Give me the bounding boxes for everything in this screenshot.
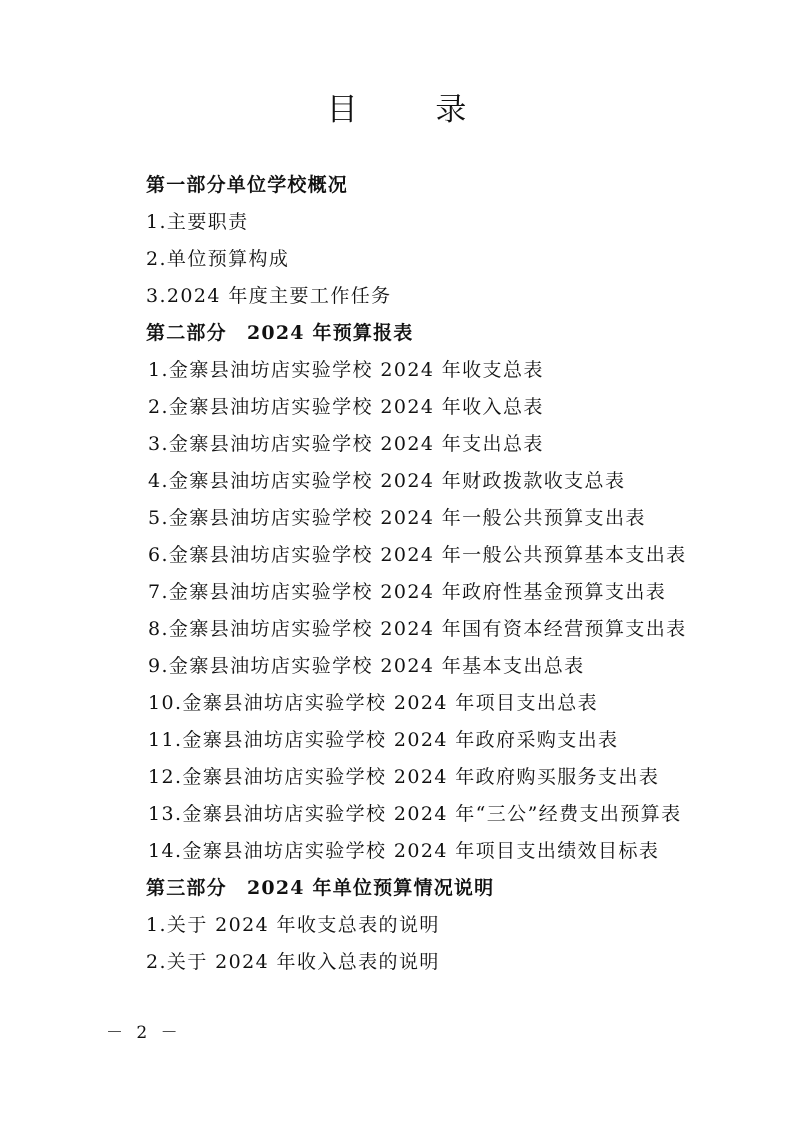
toc-item: 13.金寨县油坊店实验学校 2024 年“三公”经费支出预算表	[148, 803, 682, 825]
toc-item: 8.金寨县油坊店实验学校 2024 年国有资本经营预算支出表	[148, 618, 687, 640]
page-number: － 2 －	[106, 1023, 182, 1043]
toc-item: 2.关于 2024 年收入总表的说明	[146, 951, 440, 973]
toc-section-heading: 第三部分 2024 年单位预算情况说明	[146, 877, 495, 899]
toc-item: 1.主要职责	[146, 211, 249, 233]
toc-item: 4.金寨县油坊店实验学校 2024 年财政拨款收支总表	[148, 470, 626, 492]
toc-item: 7.金寨县油坊店实验学校 2024 年政府性基金预算支出表	[148, 581, 667, 603]
toc-item: 2.金寨县油坊店实验学校 2024 年收入总表	[148, 396, 544, 418]
toc-item: 11.金寨县油坊店实验学校 2024 年政府采购支出表	[148, 729, 619, 751]
page-title: 目 录	[326, 92, 501, 128]
toc-item: 3.金寨县油坊店实验学校 2024 年支出总表	[148, 433, 544, 455]
toc-item: 5.金寨县油坊店实验学校 2024 年一般公共预算支出表	[148, 507, 646, 529]
toc-item: 14.金寨县油坊店实验学校 2024 年项目支出绩效目标表	[148, 840, 660, 862]
toc-item: 3.2024 年度主要工作任务	[146, 285, 392, 307]
toc-item: 2.单位预算构成	[146, 248, 290, 270]
toc-item: 12.金寨县油坊店实验学校 2024 年政府购买服务支出表	[148, 766, 660, 788]
toc-item: 1.关于 2024 年收支总表的说明	[146, 914, 440, 936]
toc-item: 9.金寨县油坊店实验学校 2024 年基本支出总表	[148, 655, 585, 677]
toc-item: 6.金寨县油坊店实验学校 2024 年一般公共预算基本支出表	[148, 544, 687, 566]
toc-section-heading: 第一部分单位学校概况	[146, 174, 349, 196]
toc-item: 10.金寨县油坊店实验学校 2024 年项目支出总表	[148, 692, 599, 714]
toc-item: 1.金寨县油坊店实验学校 2024 年收支总表	[148, 359, 544, 381]
toc-section-heading: 第二部分 2024 年预算报表	[146, 322, 414, 344]
